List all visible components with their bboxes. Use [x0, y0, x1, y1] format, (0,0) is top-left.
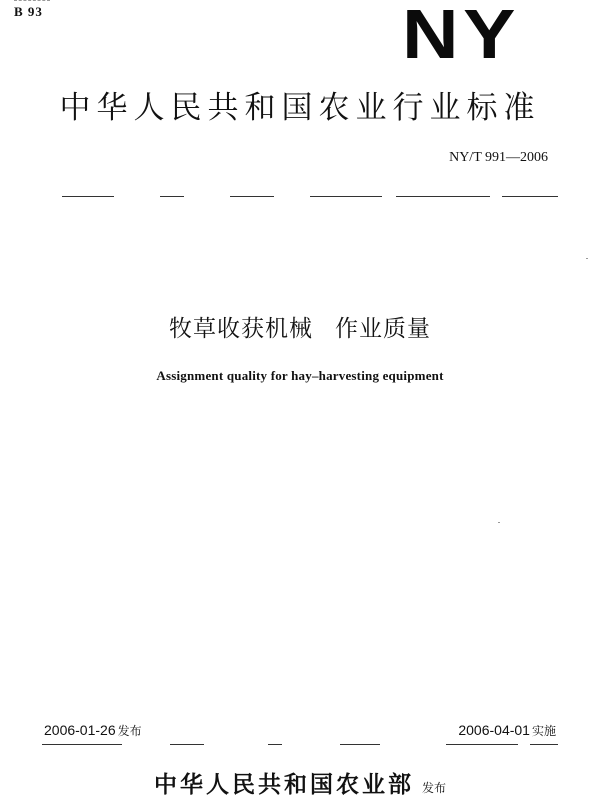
issue-label: 发布 — [117, 724, 142, 738]
header-rule-segment — [502, 196, 558, 197]
footer-rule-segment — [446, 744, 518, 745]
header-rule-segment — [62, 196, 114, 197]
document-title-en: Assignment quality for hay–harvesting equipment — [156, 368, 444, 383]
header-rule-segment — [160, 196, 184, 197]
effective-date: 2006-04-01 — [458, 722, 530, 738]
document-title-cn — [0, 312, 600, 346]
issuer-name: 中华人民共和国农业部 — [153, 772, 414, 798]
ny-logo: NY — [402, 0, 520, 73]
standard-number: NY/T 991—2006 — [449, 150, 548, 165]
footer-rule-segment — [268, 744, 282, 745]
effective-label: 实施 — [531, 724, 556, 738]
footer-rule-segment — [340, 744, 380, 745]
classification-code: B 93 — [14, 4, 43, 19]
header-rule-segment — [396, 196, 490, 197]
standard-category-title: 中华人民共和国农业行业标准 — [59, 90, 541, 126]
issue-date-block — [44, 722, 142, 739]
document-title-cn-part2: 作业质量 — [335, 316, 431, 342]
footer-rule-segment — [42, 744, 122, 745]
effective-date-block — [458, 722, 556, 739]
issue-date: 2006-01-26 — [44, 722, 116, 738]
issuer-label: 发布 — [421, 781, 446, 795]
footer-rule-segment — [170, 744, 204, 745]
footer-rule-segment — [530, 744, 558, 745]
document-title-cn-part1: 牧草收获机械 — [169, 316, 313, 342]
scan-speck — [586, 258, 588, 259]
classification-top-line — [14, 0, 50, 1]
header-rule-segment — [230, 196, 274, 197]
header-rule-segment — [310, 196, 382, 197]
issuer-block — [0, 766, 600, 799]
scan-speck — [498, 522, 500, 523]
